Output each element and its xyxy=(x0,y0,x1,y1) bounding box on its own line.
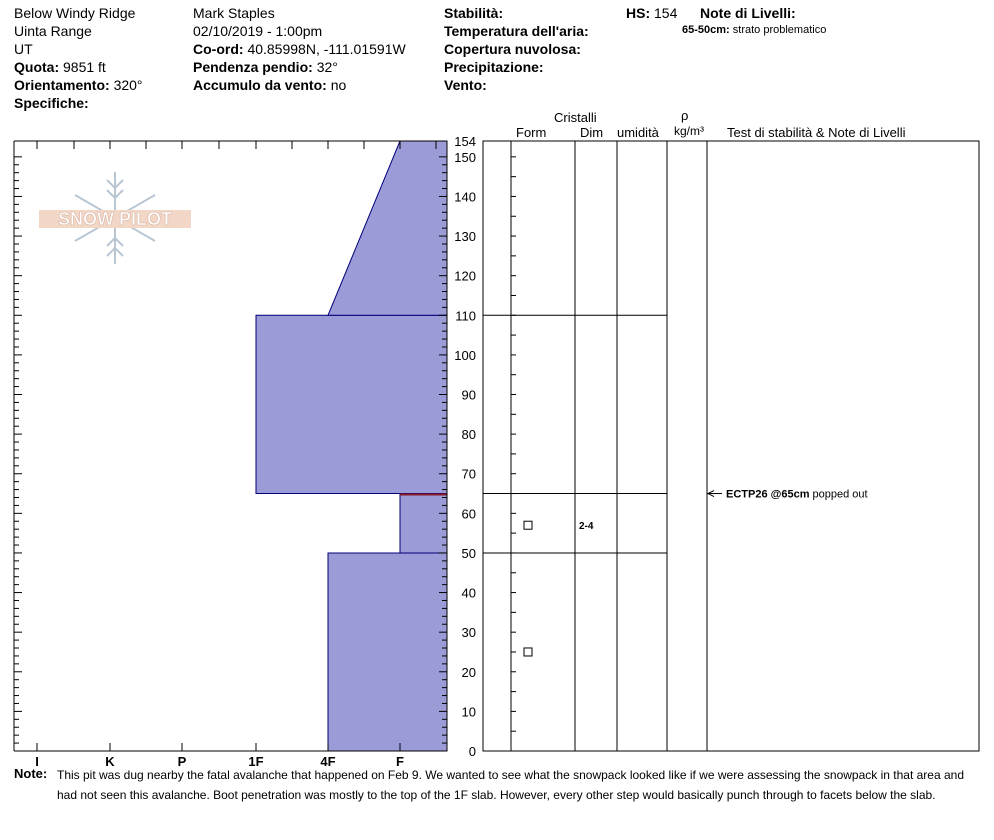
hardness-tick-label: 1F xyxy=(248,754,264,769)
hardness-tick-label: P xyxy=(177,754,187,769)
height-tick-label: 60 xyxy=(461,506,476,522)
hardness-layer xyxy=(328,141,447,315)
tests-header: Test di stabilità & Note di Livelli xyxy=(727,125,906,140)
hardness-profile xyxy=(256,141,447,751)
height-tick-label: 154 xyxy=(454,134,476,149)
height-tick-label: 100 xyxy=(454,347,476,363)
slope-label: Pendenza pendio: xyxy=(193,59,313,75)
moisture-header: umidità xyxy=(617,125,659,140)
hardness-tick-label: K xyxy=(105,754,115,769)
hs-label: HS: xyxy=(626,5,651,21)
range-name: Uinta Range xyxy=(14,23,92,39)
air-temp-label: Temperatura dell'aria: xyxy=(444,23,589,39)
stability-test-label xyxy=(726,489,868,501)
height-tick-label: 140 xyxy=(454,189,476,205)
dim-header: Dim xyxy=(580,125,604,140)
hardness-tick-label: F xyxy=(396,754,404,769)
layer-note-depth: 65-50cm: xyxy=(682,24,730,36)
height-tick-label: 120 xyxy=(454,268,476,284)
logo-text: SNOW PILOT xyxy=(58,209,172,229)
snowpilot-logo xyxy=(39,172,191,264)
hardness-tick-label: I xyxy=(35,754,39,769)
hardness-layer xyxy=(256,315,447,493)
precipitation-label: Precipitazione: xyxy=(444,59,544,75)
height-tick-label: 150 xyxy=(454,149,476,165)
hardness-tick-label: 4F xyxy=(320,754,336,769)
height-tick-label: 40 xyxy=(461,585,476,601)
density-symbol: ρ xyxy=(681,108,689,123)
cloud-cover-label: Copertura nuvolosa: xyxy=(444,41,581,57)
aspect-label: Orientamento: xyxy=(14,77,110,93)
stability-test-note: popped out xyxy=(812,488,868,501)
height-tick-label: 50 xyxy=(461,545,476,561)
wind-loading-value: no xyxy=(330,77,347,93)
elevation-label: Quota: xyxy=(14,59,60,75)
height-tick-label: 0 xyxy=(468,744,476,759)
hardness-layer xyxy=(328,553,447,751)
height-tick-label: 90 xyxy=(461,387,476,403)
state-name: UT xyxy=(14,41,33,57)
grain-form-symbol xyxy=(524,521,532,529)
height-tick-label: 130 xyxy=(454,229,476,245)
observer-name: Mark Staples xyxy=(193,5,275,21)
height-tick-label: 70 xyxy=(461,466,476,482)
notes-line-2: had not seen this avalanche. Boot penetration was mostly to the top of the 1F slab. However, every other step would basically punch through to facets below the slab. xyxy=(57,788,936,802)
height-tick-label: 10 xyxy=(461,704,476,720)
grain-markers xyxy=(524,521,594,656)
crystals-header: Cristalli xyxy=(554,110,597,125)
grain-size-label: 2-4 xyxy=(579,521,594,533)
aspect-value: 320° xyxy=(113,77,143,93)
layer-note-text: strato problematico xyxy=(732,24,827,36)
layer-table-frame xyxy=(483,141,979,751)
coord-label: Co-ord: xyxy=(193,41,244,57)
density-unit: kg/m³ xyxy=(674,124,704,138)
form-header: Form xyxy=(516,125,547,140)
chart-frames xyxy=(14,141,979,751)
stability-test-code: ECTP26 @65cm xyxy=(726,488,813,501)
stability-label: Stabilità: xyxy=(444,5,504,21)
hardness-layer xyxy=(400,494,447,553)
location-name: Below Windy Ridge xyxy=(14,5,136,21)
height-tick-label: 80 xyxy=(461,427,476,443)
coord-value: 40.85998N, -111.01591W xyxy=(247,41,406,57)
wind-label: Vento: xyxy=(444,77,487,93)
height-tick-label: 20 xyxy=(461,664,476,680)
observation-datetime: 02/10/2019 - 1:00pm xyxy=(193,23,323,39)
stability-tests xyxy=(707,489,868,501)
height-tick-label: 30 xyxy=(461,625,476,641)
height-tick-label: 110 xyxy=(455,308,476,324)
notes-label: Note: xyxy=(14,766,48,781)
slope-value: 32° xyxy=(316,59,338,75)
hs-value: 154 xyxy=(654,5,678,21)
notes-line-1: This pit was dug nearby the fatal avalanche that happened on Feb 9. We wanted to see what the snowpack looked like if we were assessing the snowpack in that area and xyxy=(57,768,965,782)
grain-form-symbol xyxy=(524,648,532,656)
elevation-value: 9851 ft xyxy=(63,59,106,75)
wind-loading-label: Accumulo da vento: xyxy=(193,77,327,93)
layer-notes-label: Note di Livelli: xyxy=(700,5,796,21)
specifics-label: Specifiche: xyxy=(14,95,89,111)
